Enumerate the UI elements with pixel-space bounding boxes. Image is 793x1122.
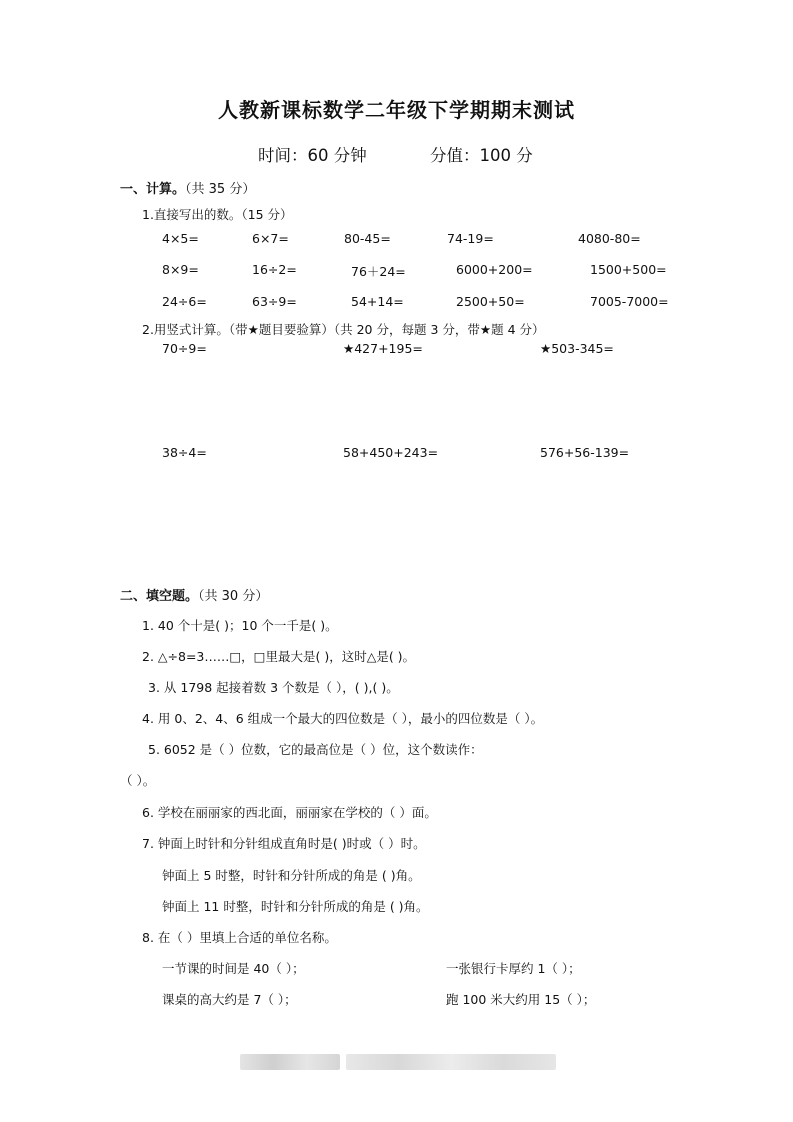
vertical-calc-item: 58+450+243= (343, 445, 439, 460)
footer-watermark-blur (346, 1054, 556, 1070)
calc-cell: 54+14= (351, 294, 404, 309)
fill-item: 8. 在（ ）里填上合适的单位名称。 (142, 930, 337, 945)
calc-cell: 80-45= (344, 231, 391, 246)
calc-cell: 63÷9= (252, 294, 297, 309)
fill-item: 1. 40 个十是( )；10 个一千是( )。 (142, 618, 338, 633)
fill-item: 5. 6052 是（ ）位数，它的最高位是（ ）位，这个数读作： (148, 742, 483, 757)
section1-heading (120, 178, 255, 197)
calc-cell: 6×7= (252, 231, 289, 246)
vertical-calc-item: ★503-345= (540, 341, 614, 356)
fill-item: 7. 钟面上时针和分针组成直角时是( )时或（ ）时。 (142, 836, 426, 851)
fill-subitem: 钟面上 11 时整，时针和分针所成的角是 ( )角。 (162, 899, 429, 914)
section1-heading-note: （共 35 分） (185, 182, 256, 197)
score-label: 分值：100 分 (430, 146, 533, 165)
calc-cell: 6000+200= (456, 262, 533, 277)
calc-cell: 2500+50= (456, 294, 525, 309)
page-title: 人教新课标数学二年级下学期期末测试 (218, 98, 575, 122)
vertical-calc-item: 70÷9= (162, 341, 207, 356)
unit-item: 一节课的时间是 40（ ）； (162, 961, 305, 976)
unit-item: 课桌的高大约是 7（ ）； (162, 992, 297, 1007)
calc-cell: 24÷6= (162, 294, 207, 309)
vertical-calc-item: 576+56-139= (540, 445, 630, 460)
calc-cell: 4080-80= (578, 231, 641, 246)
section1-heading-bold: 一、计算。 (120, 182, 186, 197)
fill-item: 2. △÷8=3……□，□里最大是( )，这时△是( )。 (142, 649, 416, 664)
vertical-calc-item: 38÷4= (162, 445, 207, 460)
calc-cell: 16÷2= (252, 262, 297, 277)
calc-cell: 7005-7000= (590, 294, 669, 309)
section2-heading-bold: 二、填空题。 (120, 589, 199, 604)
unit-item: 跑 100 米大约用 15（ ）； (446, 992, 596, 1007)
unit-item: 一张银行卡厚约 1（ ）； (446, 961, 581, 976)
calc-cell: 8×9= (162, 262, 199, 277)
calc-cell: 1500+500= (590, 262, 667, 277)
section2-heading (120, 585, 268, 604)
fill-item: 6. 学校在丽丽家的西北面，丽丽家在学校的（ ）面。 (142, 805, 437, 820)
calc-cell: 76＋24= (351, 264, 406, 279)
section2-heading-note: （共 30 分） (198, 589, 269, 604)
fill-subitem: 钟面上 5 时整，时针和分针所成的角是 ( )角。 (162, 868, 421, 883)
footer-watermark-blur (240, 1054, 340, 1070)
calc-cell: 74-19= (447, 231, 494, 246)
q1-label: 1.直接写出的数。（15 分） (142, 207, 293, 222)
vertical-calc-item: ★427+195= (343, 341, 423, 356)
time-label: 时间：60 分钟 (258, 146, 367, 165)
calc-cell: 4×5= (162, 231, 199, 246)
fill-item: 4. 用 0、2、4、6 组成一个最大的四位数是（ ），最小的四位数是（ ）。 (142, 711, 544, 726)
q2-label: 2.用竖式计算。（带★题目要验算）（共 20 分，每题 3 分，带★题 4 分） (142, 322, 545, 337)
fill-item: 3. 从 1798 起接着数 3 个数是（ ），( ),( )。 (148, 680, 399, 695)
fill-item-continuation: （ ）。 (120, 773, 156, 788)
